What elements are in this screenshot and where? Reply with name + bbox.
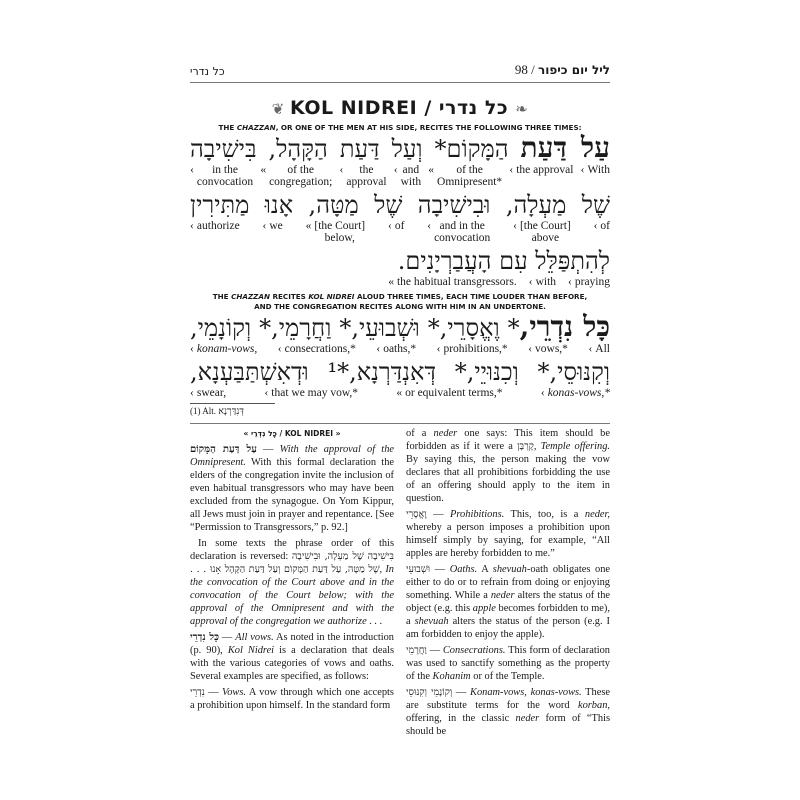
gloss-marker-icon: ‹ bbox=[277, 343, 282, 355]
gloss-text: With bbox=[587, 164, 610, 176]
commentary-paragraph bbox=[190, 686, 394, 712]
gloss-marker-icon: ‹ bbox=[393, 164, 398, 176]
gloss-text: of bbox=[600, 220, 610, 232]
commentary-paragraph bbox=[406, 508, 610, 560]
gloss-item bbox=[528, 343, 568, 355]
commentary-lemma: כָּל נִדְרֵי bbox=[190, 632, 219, 643]
gloss-text: congregation; bbox=[269, 176, 333, 188]
commentary-text: With this formal declaration the elders of the congregation invite the inclusion of even habitual transgressors who may have been excluded from the synagogue. On Yom Kippur, all Jews must join in prayer and repentance. [See “Permission to Transgressors,” p. 92.] bbox=[190, 457, 394, 533]
gloss-text: swear, bbox=[196, 387, 227, 399]
footnote: (1) Alt. דְּנִדַּרְנָא bbox=[190, 406, 244, 417]
gloss-text: of the bbox=[287, 164, 314, 176]
ornament-icon: ❦ bbox=[271, 100, 291, 118]
gloss-text: konas-vows,* bbox=[547, 387, 610, 399]
gloss-item bbox=[437, 343, 508, 355]
commentary bbox=[190, 427, 610, 741]
commentary-text: In some texts the phrase order of this declaration is reversed: bbox=[190, 538, 394, 562]
prayer-page bbox=[190, 62, 610, 741]
commentary-text: — bbox=[430, 564, 450, 575]
commentary-text: — bbox=[256, 444, 280, 455]
commentary-text: All vows. bbox=[235, 632, 274, 643]
gloss-text: the habitual transgressors. bbox=[396, 276, 517, 288]
commentary-text: apple bbox=[472, 603, 496, 614]
commentary-text: neder, bbox=[584, 509, 610, 520]
commentary-text: — bbox=[426, 645, 443, 656]
footnote-rule bbox=[190, 403, 275, 404]
hebrew-line bbox=[190, 133, 610, 164]
gloss-text: oaths,* bbox=[383, 343, 417, 355]
gloss-item bbox=[529, 276, 556, 288]
gloss-text: of bbox=[394, 220, 405, 232]
commentary-text: alters the status of the person (e.g. I am forbidden to enjoy the apple). bbox=[406, 616, 610, 640]
commentary-paragraph bbox=[406, 563, 610, 641]
instruction-1: THE CHAZZAN, OR ONE OF THE MEN AT HIS SIDE, RECITES THE FOLLOWING THREE TIMES: bbox=[218, 123, 582, 132]
gloss-marker-icon: ‹ bbox=[190, 220, 194, 232]
commentary-text: shevuah bbox=[492, 564, 527, 575]
commentary-right-column bbox=[406, 427, 610, 741]
gloss-item bbox=[264, 387, 358, 399]
commentary-text: one says: This item should be forbidden as if it were a bbox=[406, 428, 610, 452]
hebrew-text: שֶׁל מַעְלָה, וּבִישִׁיבָה שֶׁל מַטָּה, אָנוּ מַתִּירִין bbox=[190, 191, 610, 219]
gloss-item bbox=[394, 164, 421, 188]
commentary-text: These are substitute terms for the word bbox=[406, 687, 610, 711]
gloss-text: approval bbox=[346, 176, 387, 188]
gloss-item bbox=[190, 387, 226, 399]
translation-line bbox=[190, 164, 610, 188]
gloss-text: the bbox=[359, 164, 374, 176]
hebrew-line bbox=[190, 357, 610, 387]
gloss-marker-icon: ‹ bbox=[376, 343, 381, 355]
gloss-text: that we may vow,* bbox=[271, 387, 359, 399]
gloss-marker-icon: ‹ bbox=[593, 220, 598, 232]
commentary-text: Kol Nidrei bbox=[227, 645, 275, 656]
running-head-title: כל נדרי bbox=[190, 65, 225, 78]
gloss-text: [the Court] bbox=[314, 220, 366, 232]
commentary-text: A vow through which one accepts a prohibition upon himself. In the standard form bbox=[190, 687, 394, 711]
commentary-text: With the approval of the Omnipresent. bbox=[190, 444, 394, 468]
gloss-item bbox=[190, 220, 240, 244]
commentary-text: — bbox=[218, 632, 236, 643]
commentary-text: וּשְׁבוּעֵי bbox=[406, 564, 431, 575]
gloss-text: convocation bbox=[434, 232, 491, 244]
running-head bbox=[190, 62, 610, 83]
commentary-text: By saying this, the person making the vow declares that all prohibitions forbidding the use of an offering should apply to the item in question. bbox=[406, 454, 610, 504]
gloss-text: we bbox=[269, 220, 283, 232]
gloss-text: consecrations,* bbox=[284, 343, 356, 355]
commentary-text: alters the status of the object (e.g. this bbox=[406, 590, 610, 614]
gloss-item bbox=[190, 343, 257, 355]
commentary-text: neder bbox=[490, 590, 515, 601]
hebrew-text: * וֶאֱסָרֵי,* וּשְׁבוּעֵי,* וַחֲרָמֵי,* וְקוֹנָמֵי, bbox=[190, 314, 520, 342]
gloss-marker-icon: ‹ bbox=[436, 343, 441, 355]
gloss-text: with bbox=[535, 276, 557, 288]
gloss-item bbox=[190, 164, 253, 188]
commentary-text: — bbox=[204, 687, 223, 698]
commentary-text: בִּישִׁיבָה שֶׁל מַעְלָה, וּבִישִׁיבָה שֶׁל מַטָּה, עַל דַּעַת הַמָּקוֹם וְעַל דַּעַת הַקָּהָל אָנוּ . . . bbox=[190, 551, 394, 575]
commentary-lemma: עַל דַּעַת הַמָּקוֹם bbox=[190, 444, 257, 455]
gloss-marker-icon: « bbox=[260, 164, 267, 176]
gloss-item bbox=[427, 220, 490, 244]
gloss-text: All bbox=[595, 343, 610, 355]
translation-line bbox=[190, 343, 610, 355]
commentary-text: shevuah bbox=[414, 616, 449, 627]
commentary-divider bbox=[190, 423, 610, 424]
hebrew-opening-words: עַל דַּעַת bbox=[520, 131, 610, 164]
gloss-item bbox=[388, 276, 517, 288]
commentary-paragraph bbox=[190, 537, 394, 628]
commentary-heading: « כָּל נִדְרֵי / KOL NIDREI » bbox=[243, 429, 341, 438]
gloss-item bbox=[260, 164, 332, 188]
commentary-text: — bbox=[452, 687, 471, 698]
commentary-text: offering, in the classic bbox=[406, 713, 516, 724]
gloss-item bbox=[581, 164, 610, 188]
commentary-text: קָרְבָּן bbox=[517, 441, 534, 452]
gloss-marker-icon: ‹ bbox=[509, 164, 514, 176]
gloss-item bbox=[513, 220, 571, 244]
commentary-text: A bbox=[477, 564, 493, 575]
commentary-text: whereby a person imposes a prohibition upon himself simply by saying, for example, “All apples are hereby forbidden to me.” bbox=[406, 522, 610, 559]
hebrew-line bbox=[190, 190, 610, 220]
gloss-text: vows,* bbox=[535, 343, 568, 355]
commentary-paragraph bbox=[406, 686, 610, 738]
commentary-text: form of “This should be bbox=[406, 713, 610, 737]
commentary-text: This form of declaration was used to sanctify something as the property of the bbox=[406, 645, 610, 682]
commentary-text: , bbox=[533, 441, 541, 452]
commentary-text: -oath obligates one either to do or to refrain from doing or enjoying something. While a bbox=[406, 564, 610, 601]
gloss-text: in the bbox=[212, 164, 238, 176]
gloss-marker-icon: ‹ bbox=[190, 387, 194, 399]
gloss-item bbox=[541, 387, 610, 399]
gloss-item bbox=[278, 343, 356, 355]
gloss-marker-icon: ‹ bbox=[262, 220, 267, 232]
gloss-item bbox=[588, 343, 610, 355]
gloss-marker-icon: ‹ bbox=[528, 276, 533, 288]
instruction-2: THE CHAZZAN RECITES KOL NIDREI ALOUD THREE TIMES, EACH TIME LOUDER THAN BEFORE, AND THE CONGREGATION RECITES ALONG WITH HIM IN AN UNDERTONE. bbox=[212, 292, 588, 311]
commentary-text: Temple offering. bbox=[540, 441, 610, 452]
commentary-text: of a bbox=[406, 428, 434, 439]
commentary-text: is a declaration that deals with the various categories of vows and oaths. Several examples are specified, as follows: bbox=[190, 645, 394, 682]
translation-line bbox=[190, 387, 610, 399]
gloss-text: below, bbox=[324, 232, 355, 244]
commentary-text: Prohibitions. bbox=[450, 509, 505, 520]
commentary-text: נִדְרֵי bbox=[190, 687, 205, 698]
gloss-marker-icon: ‹ bbox=[528, 343, 533, 355]
commentary-text: neder bbox=[433, 428, 458, 439]
commentary-paragraph bbox=[190, 631, 394, 683]
commentary-text: or of the Temple. bbox=[470, 671, 545, 682]
gloss-item bbox=[428, 164, 502, 188]
gloss-marker-icon: ‹ bbox=[588, 343, 593, 355]
commentary-text: becomes forbidden to me), a bbox=[406, 603, 610, 627]
hebrew-text: הַמָּקוֹם* וְעַל דַּעַת הַקָּהָל, בִּישִׁיבָה bbox=[190, 135, 521, 163]
gloss-text: praying bbox=[574, 276, 610, 288]
gloss-item bbox=[568, 276, 610, 288]
commentary-text: Konam-vows, konas-vows. bbox=[470, 687, 582, 698]
commentary-paragraph bbox=[406, 427, 610, 505]
gloss-text: or equivalent terms,* bbox=[405, 387, 503, 399]
commentary-text: Kohanim bbox=[432, 671, 471, 682]
commentary-text: — bbox=[426, 509, 451, 520]
hebrew-text: וְקִנּוּסֵי,* וְכִנּוּיֵי,* דְּאִנְדַּרְנָא,*¹ וּדְאִשְׁתַּבַּעְנָא, bbox=[190, 358, 610, 386]
commentary-paragraph bbox=[406, 644, 610, 683]
translation-line bbox=[190, 220, 610, 244]
commentary-text: Oaths. bbox=[449, 564, 478, 575]
commentary-text: This, too, is a bbox=[504, 509, 585, 520]
gloss-marker-icon: ‹ bbox=[264, 387, 269, 399]
gloss-text: above bbox=[531, 232, 560, 244]
gloss-text: prohibitions,* bbox=[443, 343, 508, 355]
gloss-item bbox=[388, 220, 404, 244]
gloss-item bbox=[306, 220, 366, 244]
commentary-text: וַחֲרָמֵי bbox=[406, 645, 427, 656]
commentary-text: As noted in the introduction (p. 90), bbox=[190, 632, 394, 656]
gloss-item bbox=[509, 164, 573, 188]
gloss-item bbox=[263, 220, 283, 244]
gloss-text: Omnipresent* bbox=[437, 176, 503, 188]
gloss-marker-icon: « bbox=[388, 276, 394, 288]
running-head-page: ליל יום כיפור / 98 bbox=[514, 62, 610, 77]
gloss-marker-icon: « bbox=[428, 164, 435, 176]
commentary-text: neder bbox=[515, 713, 540, 724]
gloss-text: with bbox=[400, 176, 422, 188]
translation-line bbox=[190, 276, 610, 288]
gloss-marker-icon: « bbox=[396, 387, 403, 399]
gloss-text: and in the bbox=[439, 220, 485, 232]
commentary-left-column bbox=[190, 427, 394, 741]
gloss-text: convocation bbox=[196, 176, 254, 188]
gloss-text: and bbox=[402, 164, 420, 176]
gloss-marker-icon: ‹ bbox=[387, 220, 392, 232]
gloss-item bbox=[594, 220, 610, 244]
gloss-text: konam-vows, bbox=[196, 343, 258, 355]
gloss-item bbox=[396, 387, 502, 399]
gloss-marker-icon: ‹ bbox=[190, 164, 194, 176]
commentary-text: , In the convocation of the Court above and in the convocation of the Court below; with the approval of the Omnipresent and with the approval of the congregation we authorize . . . bbox=[190, 564, 394, 627]
gloss-marker-icon: ‹ bbox=[427, 220, 432, 232]
hebrew-line bbox=[190, 312, 610, 343]
gloss-text: the approval bbox=[516, 164, 574, 176]
gloss-marker-icon: ‹ bbox=[190, 343, 194, 355]
gloss-text: of the bbox=[456, 164, 483, 176]
commentary-text: Vows. bbox=[222, 687, 246, 698]
hebrew-line bbox=[190, 246, 610, 276]
gloss-marker-icon: ‹ bbox=[339, 164, 344, 176]
commentary-text: Consecrations. bbox=[442, 645, 506, 656]
section-title: ❦ KOL NIDREI / כל נדרי ❧ bbox=[271, 97, 529, 119]
hebrew-opening-words: כָּל נִדְרֵי, bbox=[519, 310, 611, 343]
gloss-marker-icon: « bbox=[305, 220, 312, 232]
gloss-marker-icon: ‹ bbox=[568, 276, 572, 288]
ornament-icon: ❧ bbox=[515, 100, 529, 118]
gloss-marker-icon: ‹ bbox=[580, 164, 585, 176]
commentary-text: korban, bbox=[577, 700, 610, 711]
gloss-text: authorize bbox=[196, 220, 240, 232]
gloss-text: [the Court] bbox=[519, 220, 571, 232]
gloss-marker-icon: ‹ bbox=[513, 220, 517, 232]
commentary-text: וְקוֹנָמֵי וְקִנּוּסֵי bbox=[406, 687, 453, 698]
gloss-marker-icon: ‹ bbox=[540, 387, 545, 399]
gloss-item bbox=[340, 164, 387, 188]
hebrew-text: לְהִתְפַּלֵּל עִם הָעֲבַרְיָנִים. bbox=[397, 247, 610, 275]
commentary-paragraph bbox=[190, 443, 394, 534]
commentary-text: וֶאֱסָרֵי bbox=[406, 509, 427, 520]
gloss-item bbox=[376, 343, 416, 355]
